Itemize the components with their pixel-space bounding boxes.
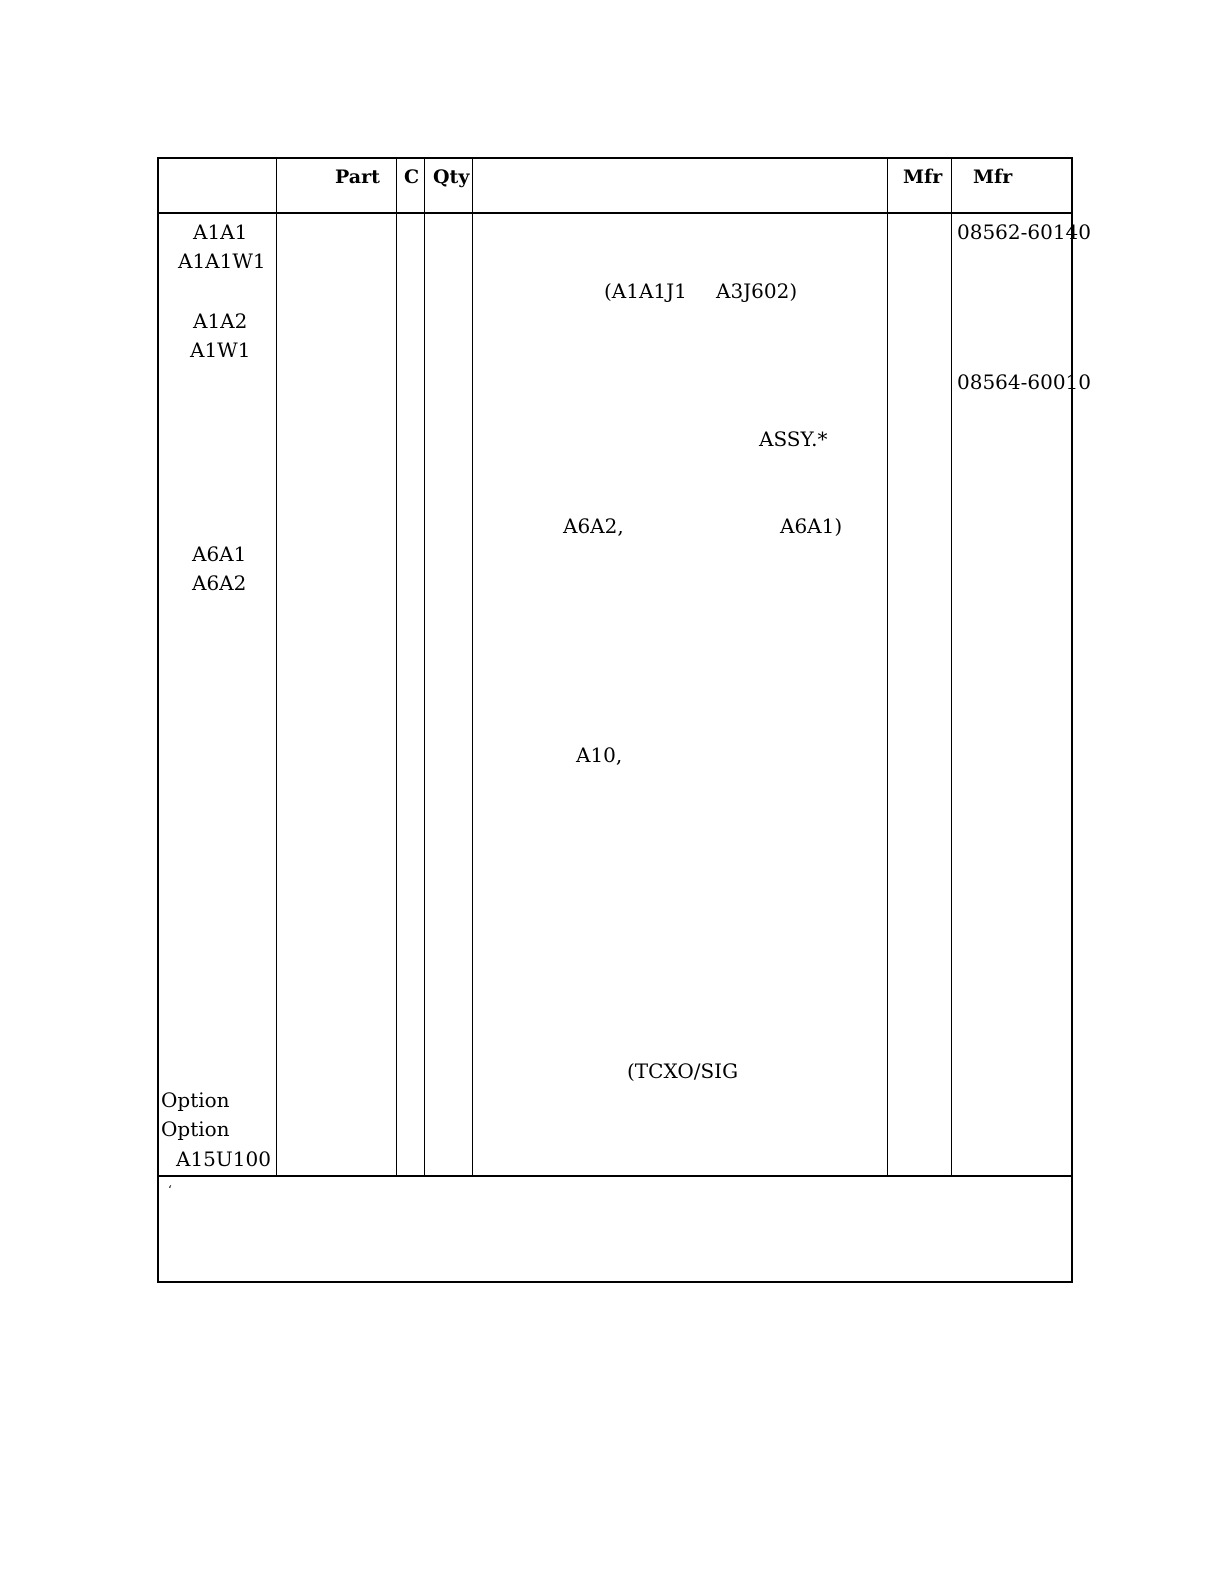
mfr-part-clip xyxy=(956,370,1092,398)
col-divider-desc xyxy=(887,158,888,1176)
header-mfr-part: Mfr xyxy=(973,166,1013,188)
col-divider-qty xyxy=(472,158,473,1176)
mfr-part-clip xyxy=(956,220,1092,248)
ref-designator: A6A2 xyxy=(192,571,247,595)
mfr-part-number: 08564-60010 xyxy=(957,370,1092,394)
ref-designator: A6A1 xyxy=(192,542,247,566)
col-divider-part xyxy=(396,158,397,1176)
col-divider-c xyxy=(424,158,425,1176)
ref-designator: A1A1W1 xyxy=(178,249,266,273)
header-c: C xyxy=(404,166,420,188)
description-text: A10, xyxy=(576,743,623,767)
description-text: A6A1) xyxy=(780,514,843,538)
mfr-part-number: 08562-60140 xyxy=(957,220,1092,244)
description-text: ASSY.* xyxy=(759,427,828,451)
ref-option-clip xyxy=(161,1088,267,1116)
description-text: A3J602) xyxy=(716,279,798,303)
description-text: (A1A1J1 xyxy=(604,279,687,303)
footnote-divider xyxy=(157,1175,1073,1177)
parts-table xyxy=(157,157,1073,1283)
ref-option-clip xyxy=(161,1117,267,1145)
description-text: A6A2, xyxy=(563,514,624,538)
description-text: (TCXO/SIG xyxy=(627,1059,739,1083)
ref-designator: Option xyxy=(161,1088,230,1112)
ref-designator: A1W1 xyxy=(190,338,251,362)
ref-designator: A1A2 xyxy=(193,309,248,333)
header-qty: Qty xyxy=(433,166,470,188)
header-part: Part xyxy=(335,166,380,188)
ref-designator: A1A1 xyxy=(193,220,248,244)
ref-designator: A15U100 xyxy=(176,1147,271,1171)
footnote-mark: ‘ xyxy=(168,1183,172,1197)
ref-designator: Option xyxy=(161,1117,230,1141)
header-mfr: Mfr xyxy=(903,166,943,188)
header-divider xyxy=(157,212,1073,214)
col-divider-ref xyxy=(276,158,277,1176)
col-divider-mfr xyxy=(951,158,952,1176)
